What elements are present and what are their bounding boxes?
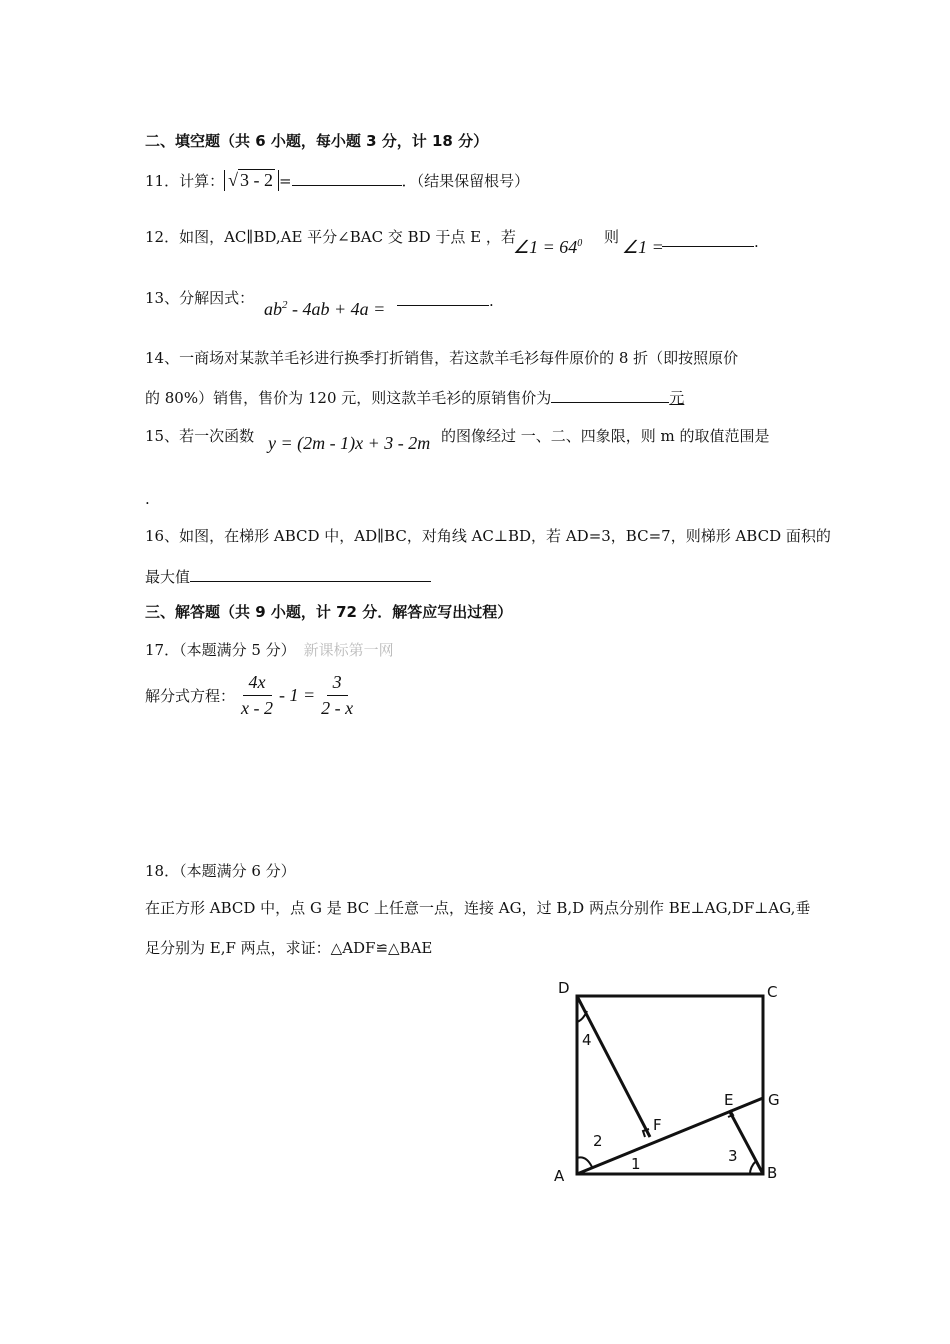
angle-4-label: 4 <box>582 1031 592 1049</box>
q18-line1: 在正方形 ABCD 中，点 G 是 BC 上任意一点，连接 AG，过 B,D 两点分别作 BE⊥AG,DF⊥AG,垂 <box>145 899 811 917</box>
q15-label: 15、若一次函数 <box>145 427 255 445</box>
q17-equation <box>145 672 359 719</box>
angle-1-label: 1 <box>631 1155 641 1173</box>
angle-3-label: 3 <box>728 1147 738 1165</box>
q17-den1: x - 2 <box>241 698 273 718</box>
section-3-title: 三、解答题（共 9 小题，计 72 分．解答应写出过程） <box>145 603 513 621</box>
q12-answer-blank[interactable] <box>662 232 754 247</box>
q11-equals: = <box>278 172 292 190</box>
q11-radicand: 3 - 2 <box>239 170 273 190</box>
q16-line1: 16、如图，在梯形 ABCD 中，AD∥BC，对角线 AC⊥BD，若 AD=3，BC=7，则梯形 ABCD 面积的 <box>145 527 831 545</box>
q13-rest: - 4ab + 4a = <box>287 299 386 319</box>
q17-den2: 2 - x <box>321 698 354 718</box>
label-a: A <box>554 1167 565 1185</box>
q12-cond-text: ∠1 = 64 <box>513 237 578 257</box>
q13-end: . <box>489 292 494 310</box>
q13-sup: 2 <box>282 299 288 311</box>
q14-line2 <box>145 387 684 408</box>
q17-num1: 4x <box>243 672 272 696</box>
label-e: E <box>724 1091 734 1109</box>
label-d: D <box>558 979 570 997</box>
q12-text: 12．如图，AC∥BD,AE 平分∠BAC 交 BD 于点 E ，若 <box>145 228 516 246</box>
question-11 <box>145 170 529 191</box>
q14-unit: 元 <box>669 389 685 407</box>
q13-expr: ab <box>264 299 282 319</box>
q12-end: . <box>754 233 759 251</box>
q15-dot: . <box>145 490 150 508</box>
q17-head-text: 17．（本题满分 5 分） <box>145 641 296 659</box>
q16-answer-blank[interactable] <box>190 567 431 582</box>
q12-then: 则 <box>604 228 620 246</box>
question-12 <box>145 226 516 247</box>
q14-line2-text: 的 80%）销售，售价为 120 元，则这款羊毛衫的原销售价为 <box>145 389 552 407</box>
square-figure <box>540 975 800 1190</box>
q11-answer-blank[interactable] <box>292 171 402 186</box>
q17-num2: 3 <box>327 672 348 696</box>
watermark-text: 新课标第一网 <box>303 641 394 659</box>
q15-rest: 的图像经过 一、二、四象限，则 m 的取值范围是 <box>441 427 770 445</box>
q13-label: 13、分解因式： <box>145 289 255 307</box>
q11-label: 11．计算： <box>145 172 225 190</box>
q11-note: ．（结果保留根号） <box>401 172 530 190</box>
q13-expression <box>264 299 385 320</box>
q12-condition <box>513 237 582 258</box>
q16-line2 <box>145 566 431 587</box>
label-g: G <box>768 1091 780 1109</box>
angle-2-arc <box>577 1157 592 1167</box>
angle-3-arc <box>750 1161 756 1174</box>
q15-function: y = (2m - 1)x + 3 - 2m <box>268 433 431 453</box>
q17-label: 解分式方程： <box>145 687 236 705</box>
q12-degree: 0 <box>577 238 583 249</box>
q13-answer-blank[interactable] <box>397 291 489 306</box>
q17-mid: - 1 = <box>279 685 316 705</box>
label-f: F <box>653 1116 662 1134</box>
q14-line1: 14、一商场对某款羊毛衫进行换季打折销售，若这款羊毛衫每件原价的 8 折（即按照原价 <box>145 349 739 367</box>
q16-line2-text: 最大值 <box>145 568 191 586</box>
q18-head: 18．（本题满分 6 分） <box>145 862 296 880</box>
q17-fraction-2 <box>315 672 359 719</box>
section-2-title: 二、填空题（共 6 小题，每小题 3 分，计 18 分） <box>145 132 489 150</box>
label-b: B <box>767 1164 778 1182</box>
q17-head <box>145 639 394 660</box>
q18-line2: 足分别为 E,F 两点，求证：△ADF≌△BAE <box>145 939 433 957</box>
q12-ask: ∠1 = <box>622 237 664 257</box>
q17-fraction-1 <box>235 672 279 719</box>
label-c: C <box>767 983 778 1001</box>
q11-abs-sqrt: √ 3 - 2 <box>224 170 279 191</box>
q14-answer-blank[interactable] <box>551 388 669 403</box>
angle-2-label: 2 <box>593 1132 603 1150</box>
line-df <box>577 996 650 1137</box>
